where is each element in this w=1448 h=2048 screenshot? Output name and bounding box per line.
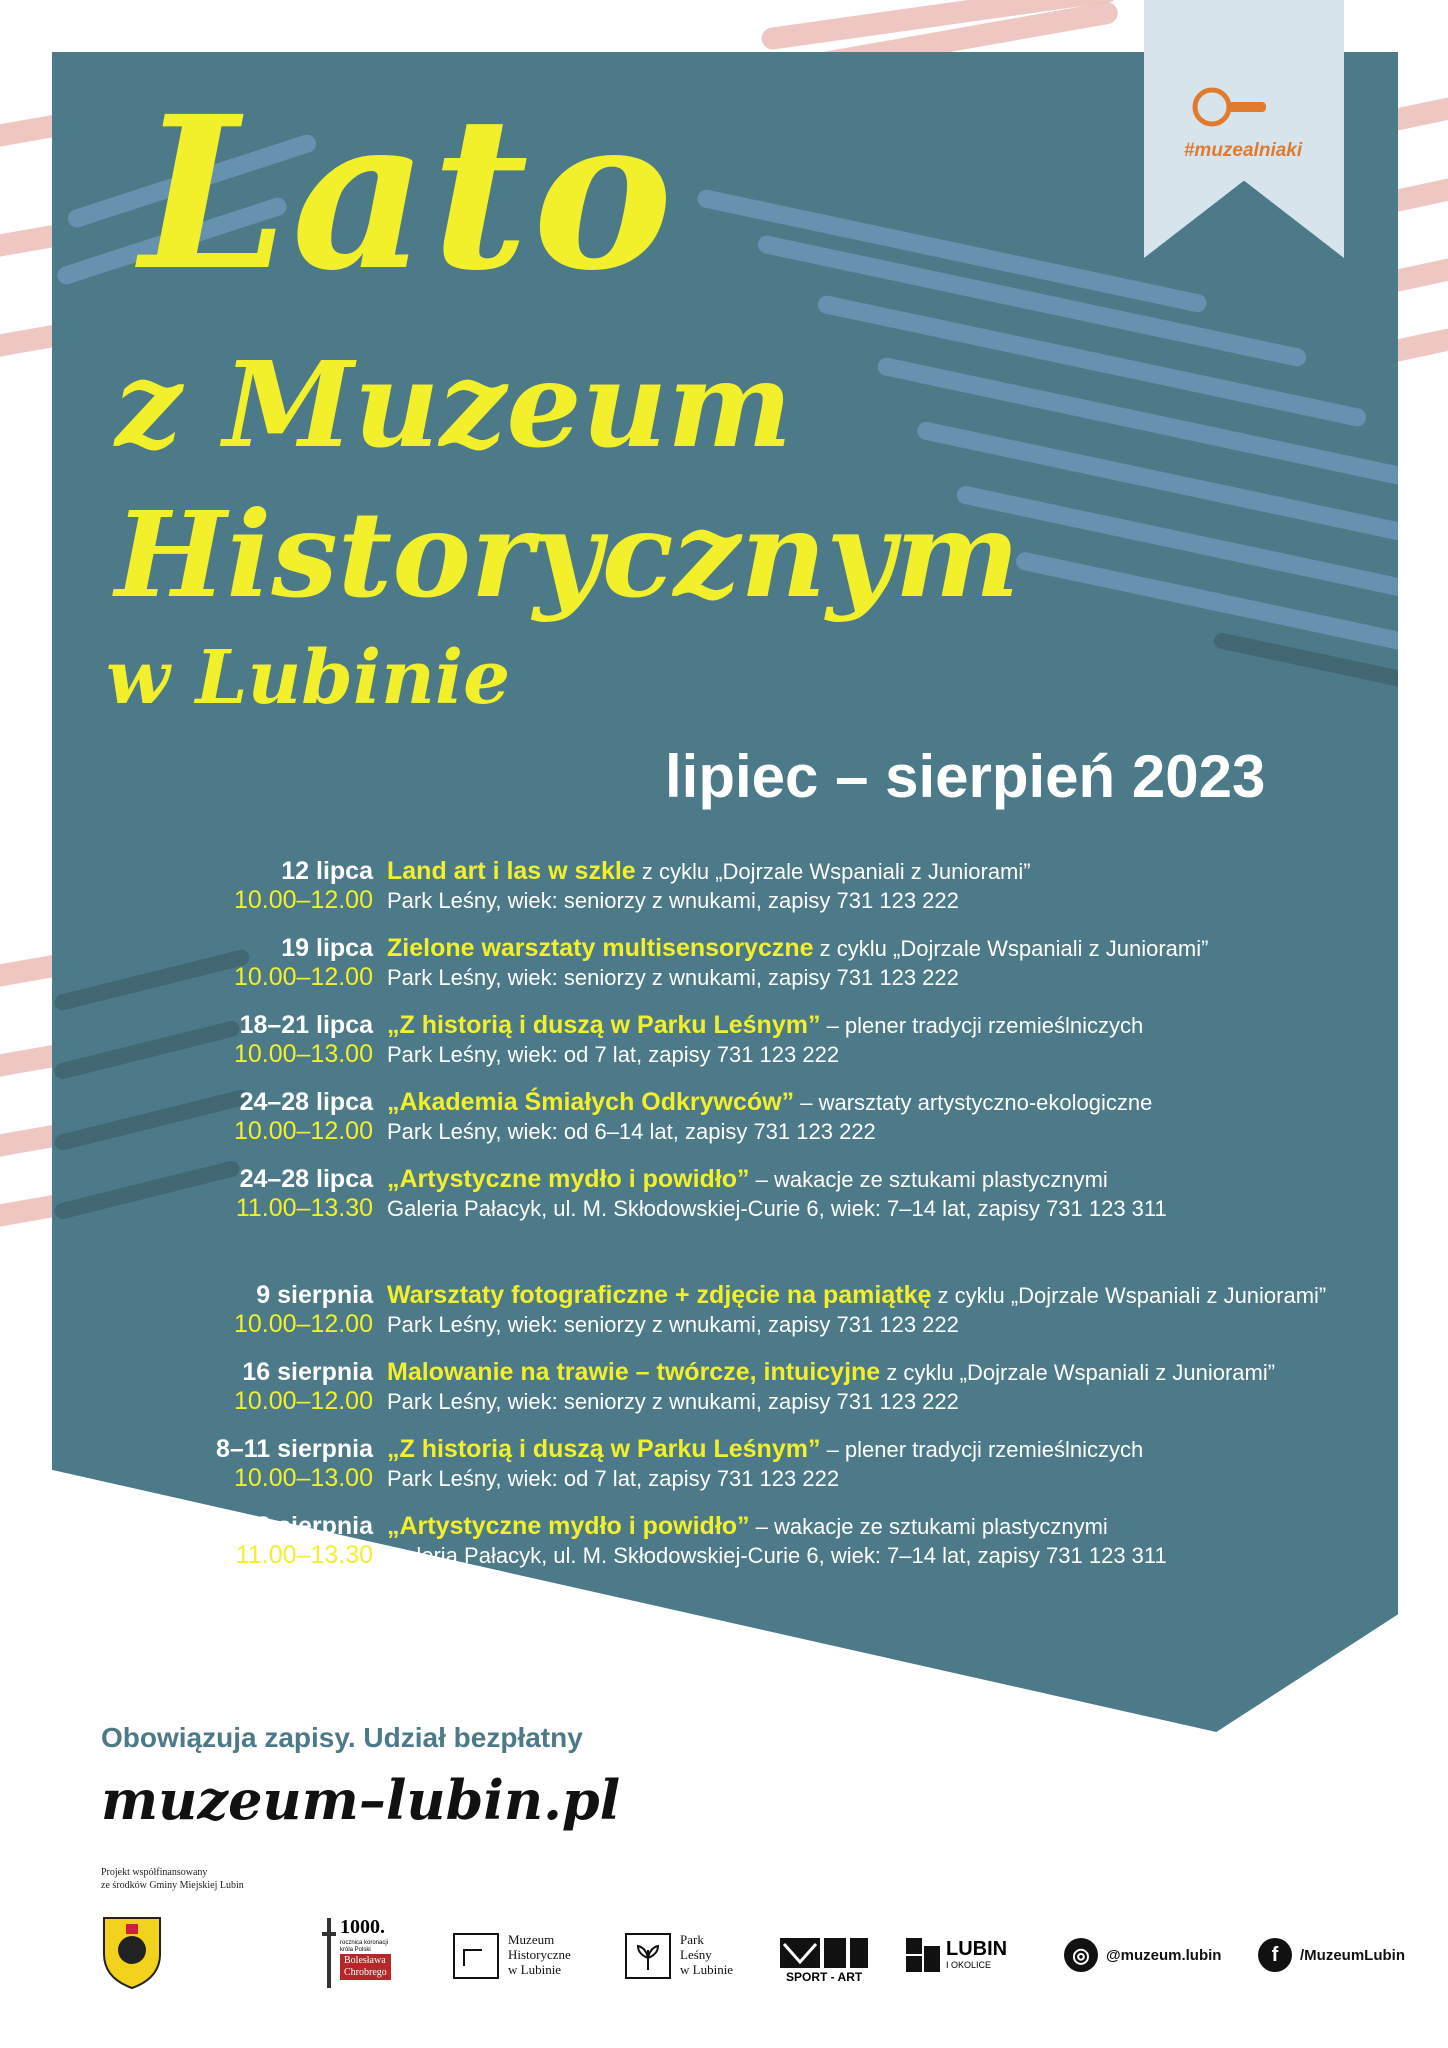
- lubin-sublabel: I OKOLICE: [946, 1960, 992, 1970]
- event-details: Park Leśny, wiek: od 7 lat, zapisy 731 123 222: [387, 1042, 840, 1067]
- event-time: 10.00–12.00: [233, 1387, 373, 1415]
- event-heading: [387, 857, 1031, 886]
- website-link[interactable]: muzeum–lubin.pl: [101, 1768, 621, 1832]
- event-time: 11.00–13.30: [235, 1194, 373, 1222]
- event-item: [0, 1435, 1400, 1505]
- facebook-handle[interactable]: [1258, 1938, 1405, 1972]
- sport-art-icon: [780, 1938, 868, 1968]
- event-heading: [387, 1281, 1326, 1310]
- event-time: 10.00–13.00: [233, 1040, 373, 1068]
- park-logo-line-3: w Lubinie: [680, 1962, 734, 1977]
- event-item: [0, 1165, 1400, 1235]
- facebook-text: /MuzeumLubin: [1300, 1946, 1405, 1964]
- event-time: 10.00–12.00: [233, 963, 373, 991]
- event-title: „Z historią i duszą w Parku Leśnym”: [387, 1011, 821, 1039]
- museum-icon: [452, 1932, 500, 1980]
- event-description: – warsztaty artystyczno-ekologiczne: [794, 1090, 1153, 1115]
- event-heading: [387, 1011, 1143, 1040]
- anniversary-number: 1000.: [340, 1916, 385, 1938]
- event-heading: [387, 1088, 1152, 1117]
- event-item: [0, 934, 1400, 1004]
- anniversary-name: [340, 1954, 391, 1980]
- event-details: Park Leśny, wiek: seniorzy z wnukami, zapisy 731 123 222: [387, 965, 959, 990]
- facebook-icon: f: [1258, 1938, 1292, 1972]
- lubin-icon: [906, 1938, 940, 1972]
- anniversary-text: rocznica koronacji króla Polski: [340, 1940, 389, 1953]
- event-title: Land art i las w szkle: [387, 857, 636, 885]
- event-time: 11.00–13.30: [235, 1541, 373, 1569]
- park-logo-line-1: Park: [680, 1932, 704, 1947]
- event-item: [0, 1512, 1400, 1582]
- event-date: 19 lipca: [281, 934, 373, 962]
- museum-logo-line-2: Historyczne: [508, 1947, 571, 1962]
- event-title: Zielone warsztaty multisensoryczne: [387, 934, 814, 962]
- event-title: „Akademia Śmiałych Odkrywców”: [387, 1088, 795, 1116]
- event-description: z cyklu „Dojrzale Wspaniali z Juniorami”: [931, 1283, 1327, 1308]
- event-time: 10.00–12.00: [233, 886, 373, 914]
- event-date: 8–11 sierpnia: [215, 1435, 373, 1463]
- title-line-4: w Lubinie: [106, 635, 511, 721]
- title-line-3: Historycznym: [115, 485, 1020, 624]
- funding-note: [101, 1866, 301, 1892]
- museum-logo: [452, 1912, 602, 1992]
- event-details: Park Leśny, wiek: seniorzy z wnukami, zapisy 731 123 222: [387, 888, 959, 913]
- instagram-icon: ◎: [1064, 1938, 1098, 1972]
- museum-logo-text: [508, 1932, 571, 1977]
- event-details: Park Leśny, wiek: seniorzy z wnukami, zapisy 731 123 222: [387, 1389, 959, 1414]
- event-date: 24–28 lipca: [239, 1165, 373, 1193]
- lubin-label: LUBIN: [946, 1938, 1008, 1960]
- anniversary-name-1: Bolesława: [344, 1955, 386, 1966]
- anniversary-logo: [322, 1912, 422, 1992]
- park-logo-line-2: Leśny: [680, 1947, 712, 1962]
- anniversary-name-2: Chrobrego: [344, 1967, 387, 1978]
- event-title: „Artystyczne mydło i powidło”: [387, 1165, 750, 1193]
- event-item: [0, 1358, 1400, 1428]
- event-heading: [387, 1165, 1108, 1194]
- event-item: [0, 857, 1400, 927]
- magnifier-icon: [1190, 82, 1270, 132]
- event-heading: [387, 934, 1208, 963]
- event-title: „Z historią i duszą w Parku Leśnym”: [387, 1435, 821, 1463]
- event-time: 10.00–12.00: [233, 1117, 373, 1145]
- event-item: [0, 1011, 1400, 1081]
- event-time: 10.00–13.00: [233, 1464, 373, 1492]
- event-details: Park Leśny, wiek: seniorzy z wnukami, zapisy 731 123 222: [387, 1312, 959, 1337]
- instagram-handle[interactable]: [1064, 1938, 1221, 1972]
- event-item: [0, 1281, 1400, 1351]
- funding-line-1: Projekt współfinansowany: [101, 1867, 208, 1878]
- crown-sword-icon: [322, 1912, 336, 1992]
- registration-notice: Obowiązuja zapisy. Udział bezpłatny: [101, 1722, 583, 1753]
- event-description: – plener tradycji rzemieślniczych: [820, 1437, 1144, 1462]
- museum-logo-line-1: Muzeum: [508, 1932, 555, 1947]
- event-details: Galeria Pałacyk, ul. M. Skłodowskiej-Curie 6, wiek: 7–14 lat, zapisy 731 123 311: [387, 1543, 1167, 1568]
- event-title: Warsztaty fotograficzne + zdjęcie na pamiątkę: [387, 1281, 932, 1309]
- event-date: 9 sierpnia: [256, 1281, 373, 1309]
- event-item: [0, 1088, 1400, 1158]
- brush-stroke: [955, 484, 1398, 597]
- event-description: – plener tradycji rzemieślniczych: [820, 1013, 1144, 1038]
- event-details: Park Leśny, wiek: od 6–14 lat, zapisy 731 123 222: [387, 1119, 876, 1144]
- lubin-logo: [906, 1912, 1016, 1992]
- event-title: Malowanie na trawie – twórcze, intuicyjne: [387, 1358, 881, 1386]
- event-date: 12 lipca: [281, 857, 373, 885]
- event-details: Galeria Pałacyk, ul. M. Skłodowskiej-Curie 6, wiek: 7–14 lat, zapisy 731 123 311: [387, 1196, 1167, 1221]
- badge-hashtag: #muzealniaki: [1183, 140, 1303, 161]
- event-date: 18–21 lipca: [239, 1011, 373, 1039]
- event-heading: [387, 1358, 1275, 1387]
- event-description: – wakacje ze sztukami plastycznymi: [749, 1167, 1108, 1192]
- event-title: „Artystyczne mydło i powidło”: [387, 1512, 750, 1540]
- event-date: 16–18 sierpnia: [200, 1512, 373, 1540]
- event-time: 10.00–12.00: [233, 1310, 373, 1338]
- event-description: z cyklu „Dojrzale Wspaniali z Juniorami”: [813, 936, 1209, 961]
- leaf-icon: [624, 1932, 672, 1980]
- sport-art-logo: [780, 1912, 870, 1992]
- event-description: z cyklu „Dojrzale Wspaniali z Juniorami”: [635, 859, 1031, 884]
- event-description: – wakacje ze sztukami plastycznymi: [749, 1514, 1108, 1539]
- sport-art-label: SPORT - ART: [786, 1970, 863, 1984]
- event-date: 24–28 lipca: [239, 1088, 373, 1116]
- event-details: Park Leśny, wiek: od 7 lat, zapisy 731 123 222: [387, 1466, 840, 1491]
- title-line-1: Lato: [140, 70, 677, 317]
- event-date: 16 sierpnia: [242, 1358, 373, 1386]
- funding-line-2: ze środków Gminy Miejskiej Lubin: [101, 1880, 244, 1891]
- museum-logo-line-3: w Lubinie: [508, 1962, 562, 1977]
- park-logo: [624, 1912, 774, 1992]
- event-description: z cyklu „Dojrzale Wspaniali z Juniorami”: [880, 1360, 1276, 1385]
- date-range: lipiec – sierpień 2023: [665, 743, 1266, 810]
- park-logo-text: [680, 1932, 733, 1977]
- coat-of-arms-icon: [100, 1912, 164, 1992]
- instagram-text: @muzeum.lubin: [1106, 1946, 1222, 1964]
- event-heading: [387, 1512, 1108, 1541]
- event-heading: [387, 1435, 1143, 1464]
- title-line-2: z Muzeum: [115, 335, 793, 474]
